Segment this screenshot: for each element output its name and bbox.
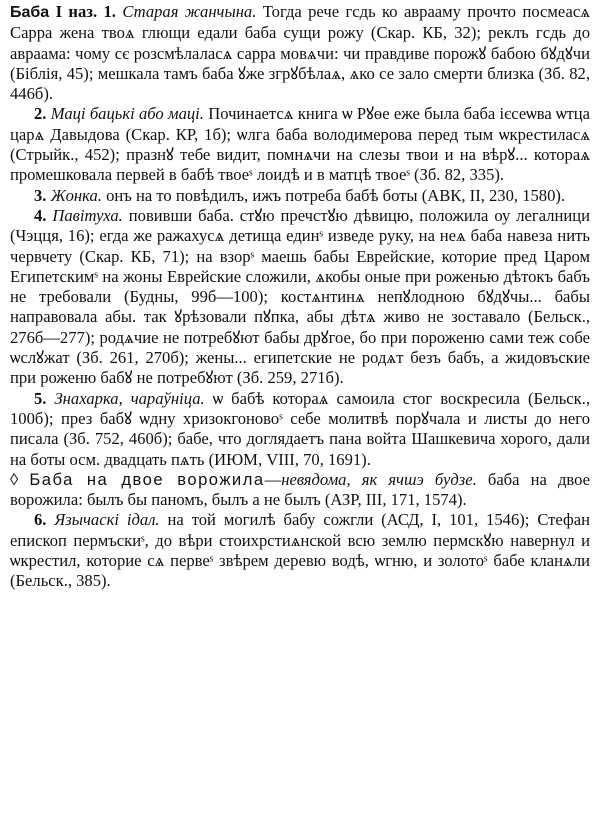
sense-2-definition: Маці бацькі або маці. [50,104,204,124]
sense-2-number: 2. [34,104,47,124]
sense-5-definition: Знахарка, чараўніца. [54,388,205,408]
sense-5-number: 5. [34,388,47,408]
sense-6-number: 6. [34,510,47,530]
sense-6 [10,510,590,591]
headword: Баба [10,4,50,21]
sense-5-text: ѡ бабѣ котораѧ самоила стог воскресила (Бельск., 100б); през бабꙋ ѡдну хризокгоновоˢ себе молитвѣ порꙋчала и листы до него писала (Зб. 752, 460б); бабе, что доглядаетъ пана войта Шашкевича хорого, дали на боты осм. двадцать пѧть (ИЮМ, VIII, 70, 1691). [10,388,591,469]
sense-1-text: Тогда рече гсдь ко аврааму прочто посмеасѧ Сарра жена твоѧ глющи едали баба сущи рожу (Скар. КБ, 32); реклъ гсдь до авраама: чому сє розсмѣлаласѧ сарра мовѧчи: чи правдиве порожꙋ бабою бꙋдꙋчи (Біблія, 45); мешкала тамъ баба ꙋже згрꙋбѣлаѧ, ѧко се зало смерти близка (Зб. 82, 446б). [10,2,591,104]
sense-6-definition: Язычаскі ідал. [54,510,160,530]
sense-1-number: I наз. 1. [55,2,116,21]
sense-4-definition: Павітуха. [52,205,123,225]
sense-4-text: повивши баба. стꙋю пречстꙋю дѣвицю, положила оу легалници (Чэцця, 16); егда же ражахусѧ детища единˢ изведе руку, на неѧ баба навеза нить червчету (Скар. КБ, 71); на взорˢ маешь бабы Еврейские, которие пред Царом Египетскимˢ на жоны Еврейские сложили, ѧкобы оные при роженью дѣтокъ бабъ не требовали (Будны, 99б—100); костѧнтинѧ непꙋлодною бꙋдꙋчы... бабы направовала абы. так ꙋрѣзовали пꙋпка, абы дѣтѧ живо не зоставало (Бельск., 276б—277); родѧчие не потребꙋют бабы дрꙋгое, бо при пороженю сами теж собе ѡслꙋжат (Зб. 261, 270б); жены... египетские не родѧт безъ бабъ, а жидовъские при роженю бабꙋ не потребꙋют (Зб. 259, 271б). [10,205,591,388]
sense-4 [10,206,590,389]
sense-3-text: онъ на то повѣдилъ, ижъ потреба бабѣ боты (АВК, II, 230, 1580). [106,185,566,205]
sense-1-definition: Старая жанчына. [122,2,257,21]
sense-2-text: Починаетсѧ книга ѡ Рꙋѳе еже была баба ієсеѡва ѡтца царѧ Давыдова (Скар. КР, 1б); ѡлга баба володимерова перед тым ѡкрестиласѧ (Стрыйк., 452); празнꙋ тебе видит, помнѧчи на слезы твои и на вѣрꙋ... котораѧ промешковала первей в бабѣ твоеˢ лоидѣ и в матцѣ твоеˢ (Зб. 82, 335). [10,104,590,185]
sense-5 [10,389,590,470]
phrase-dash: — [264,469,282,489]
phrase-text: баба на двое ворожила: былъ бы паномъ, былъ а не былъ (АЗР, III, 171, 1574). [10,469,591,510]
sense-1 [10,2,590,104]
phrase-gloss: невядома, як ячшэ будзе. [281,469,477,489]
phrase-lemma: Баба на двое ворожила [29,469,265,489]
phrase [10,470,590,511]
sense-2 [10,104,590,185]
phrase-marker: ◊ [10,469,19,489]
dictionary-entry [10,2,590,592]
sense-3-definition: Жонка. [50,185,102,205]
sense-4-number: 4. [34,205,47,225]
sense-3-number: 3. [34,185,47,205]
sense-3 [10,186,590,206]
sense-6-text: на той могилѣ бабу сожгли (АСД, I, 101, 1546); Стефан епископ пермъскиˢ, до вѣри стоихрстиѧнской всю землю пермскꙋю навернул и ѡкрестил, которие сѧ первеˢ звѣрем деревю водѣ, ѡгню, и золотоˢ бабе кланѧли (Бельск., 385). [10,510,590,591]
